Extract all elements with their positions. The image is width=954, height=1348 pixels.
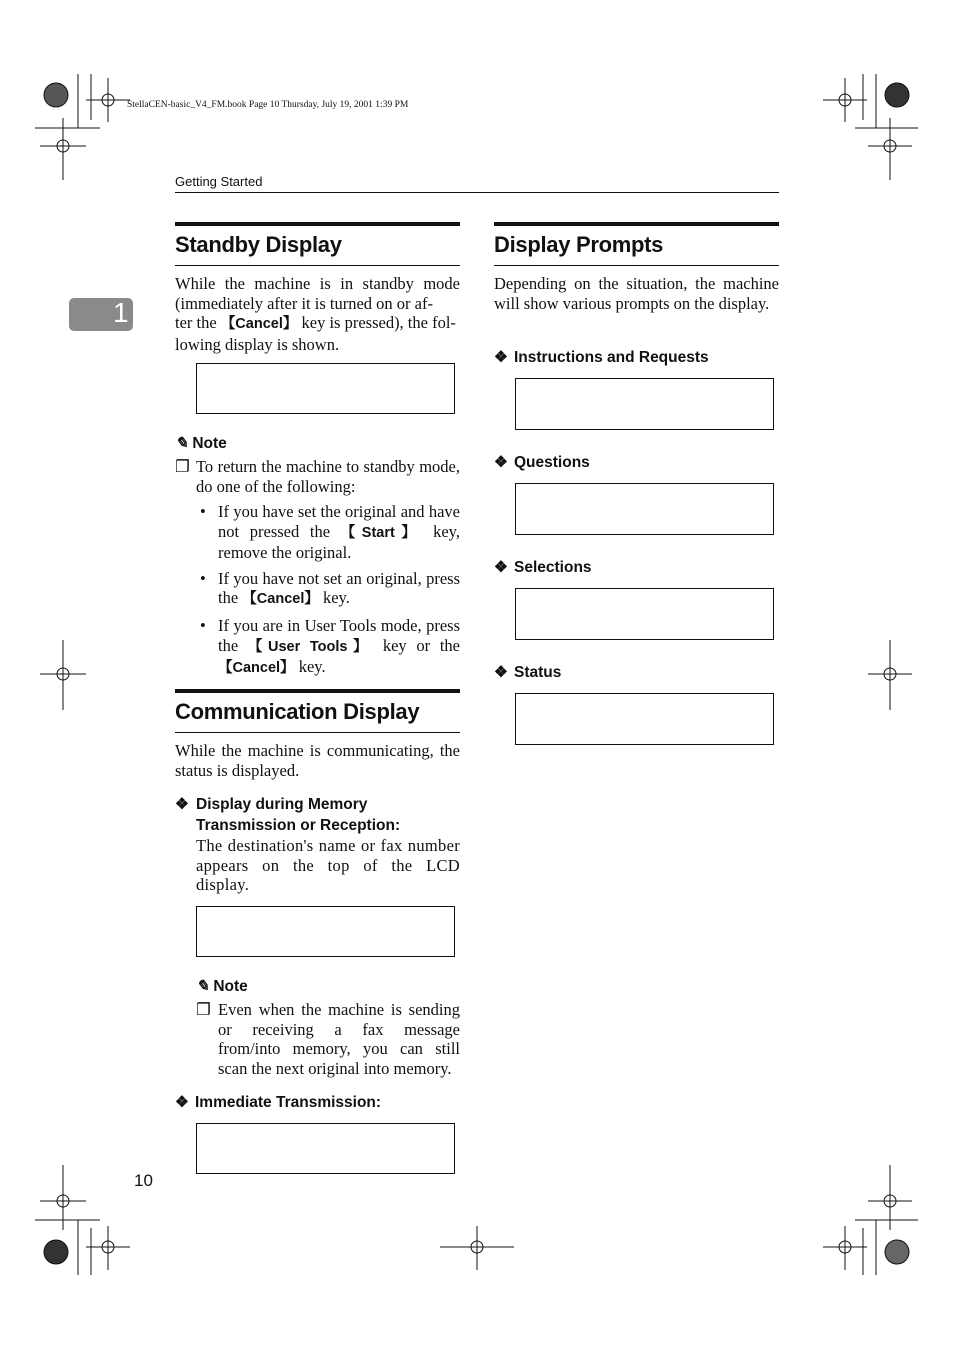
prompts-sub-questions: ❖ Questions (494, 454, 590, 471)
standby-note: ❐ To return the machine to standby mode, do one of the following: (175, 457, 460, 496)
standby-bottom-rule (175, 265, 460, 266)
comm-note-heading: ✎ Note (196, 978, 248, 995)
diamond-icon: ❖ (175, 796, 189, 813)
prompts-sub-instructions: ❖ Instructions and Requests (494, 349, 709, 366)
diamond-icon: ❖ (175, 1094, 189, 1111)
cancel-key: 【Cancel】 (242, 591, 319, 608)
pencil-icon: ✎ (175, 435, 188, 452)
chapter-number: 1 (113, 297, 129, 328)
file-info: StellaCEN-basic_V4_FM.book Page 10 Thursday, July 19, 2001 1:39 PM (127, 100, 409, 110)
start-key: 【Start】 (340, 524, 423, 541)
header-rule (175, 192, 779, 193)
prompts-intro: Depending on the situation, the machine will show various prompts on the display. (494, 274, 779, 313)
questions-lcd (515, 483, 774, 535)
checkbox-icon: ❐ (175, 457, 190, 476)
list-item: • If you have not set an original, press the 【Cancel】 key. (200, 568, 460, 608)
prompts-sub-selections: ❖ Selections (494, 559, 592, 576)
comm-intro: While the machine is communicating, the status is displayed. (175, 741, 460, 780)
diamond-icon: ❖ (494, 454, 508, 471)
comm-bottom-rule (175, 732, 460, 733)
comm-top-rule (175, 689, 460, 693)
list-item: • If you are in User Tools mode, press the 【User Tools】 key or the 【Cancel】 key. (200, 615, 460, 677)
prompts-sub-status: ❖ Status (494, 664, 562, 681)
comm-note: ❐ Even when the machine is sending or receiving a fax message from/into memory, you can still scan the next original into memory. (196, 1000, 460, 1078)
comm-lcd-1 (196, 906, 455, 957)
pencil-icon: ✎ (196, 978, 209, 995)
comm-sub1-text: The destination's name or fax number appears on the top of the LCD display. (196, 836, 460, 895)
list-item: • If you have set the original and have not pressed the 【Start】 key, remove the original. (200, 502, 460, 563)
prompts-bottom-rule (494, 265, 779, 266)
diamond-icon: ❖ (494, 559, 508, 576)
cancel-key: 【Cancel】 (218, 660, 295, 677)
running-head: Getting Started (175, 174, 263, 189)
comm-sub2: ❖ Immediate Transmission: (175, 1094, 382, 1111)
standby-lcd (196, 363, 455, 414)
prompts-top-rule (494, 222, 779, 226)
page-number: 10 (134, 1171, 153, 1190)
user-tools-key: 【User Tools】 (247, 638, 374, 655)
standby-note-heading: ✎ Note (175, 435, 227, 452)
checkbox-icon: ❐ (196, 1000, 211, 1019)
cancel-key: 【Cancel】 (220, 316, 298, 333)
status-lcd (515, 693, 774, 745)
standby-intro: While the machine is in standby mode (immediately after it is turned on or af- ter the 【Cancel】 key is pressed), the fol- lowing display is shown. (175, 274, 460, 354)
standby-title: Standby Display (175, 232, 342, 257)
selections-lcd (515, 588, 774, 640)
standby-top-rule (175, 222, 460, 226)
diamond-icon: ❖ (494, 664, 508, 681)
prompts-title: Display Prompts (494, 232, 664, 257)
comm-title: Communication Display (175, 699, 420, 724)
comm-lcd-2 (196, 1123, 455, 1174)
instructions-lcd (515, 378, 774, 430)
comm-sub1: ❖ Display during Memory Transmission or Reception: (175, 796, 401, 834)
standby-bullet-list (200, 502, 460, 679)
diamond-icon: ❖ (494, 349, 508, 366)
